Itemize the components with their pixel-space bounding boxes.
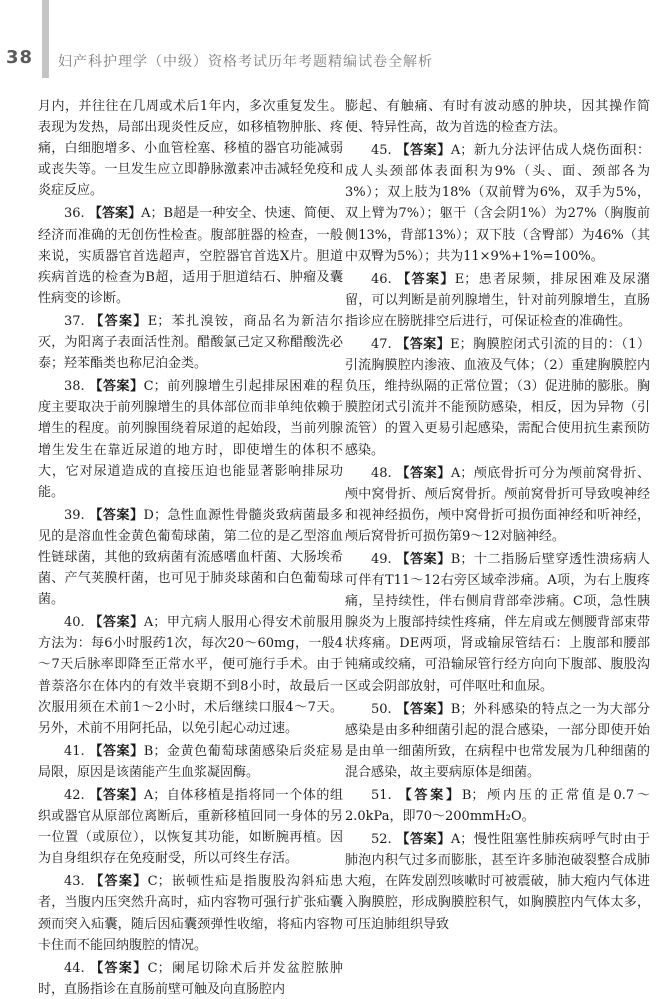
answer-paragraph xyxy=(38,376,343,503)
answer-explanation: A；颅底骨折可分为颅前窝骨折、颅中窝骨折、颅后窝骨折。颅前窝骨折可导致嗅神经和视神经损伤，颅中窝骨折可损伤面神经和听神经，颅后窝骨折可损伤第9～12对脑神经。 xyxy=(345,465,650,544)
question-number: 39. xyxy=(64,507,85,523)
question-number: 42. xyxy=(64,788,85,803)
answer-paragraph xyxy=(38,871,343,955)
answer-explanation: B；颅内压的正常值是0.7～2.0kPa，即70～200mmH₂O。 xyxy=(345,788,650,825)
question-number: 47. xyxy=(371,337,392,353)
answer-paragraph xyxy=(345,269,650,332)
answer-tag: 【答案】 xyxy=(396,832,451,848)
answer-paragraph xyxy=(345,549,650,697)
answer-tag: 【答案】 xyxy=(398,788,462,803)
answer-paragraph xyxy=(345,463,650,547)
answer-paragraph xyxy=(38,203,343,308)
answer-tag: 【答案】 xyxy=(89,788,144,803)
answer-paragraph xyxy=(345,334,650,461)
answer-explanation: E；患者尿频，排尿困难及尿潴留，可以判断是前列腺增生，针对前列腺增生，直肠指诊应在膀胱排空后进行，可保证检查的准确性。 xyxy=(345,271,650,329)
answer-explanation: A；自体移植是指将同一个体的组织或器官从原部位离断后，重新移植回同一身体的另一位置（或原位），以恢复其功能，如断腕再植。因为自身组织存在免疫耐受，所以可终生存活。 xyxy=(38,788,343,867)
answer-paragraph xyxy=(345,785,650,827)
header-stripe xyxy=(42,0,49,78)
question-number: 45. xyxy=(371,143,392,159)
answer-tag: 【答案】 xyxy=(90,313,148,329)
answer-tag: 【答案】 xyxy=(396,465,451,481)
question-number: 49. xyxy=(371,551,392,567)
answer-explanation: C；嵌顿性疝是指腹股沟斜疝患者，当腹内压突然升高时，疝内容物可强行扩张疝囊颈而突入疝囊，随后因疝囊颈弹性收缩，将疝内容物卡住而不能回纳腹腔的情况。 xyxy=(38,874,343,953)
answer-tag: 【答案】 xyxy=(396,551,451,567)
answer-explanation: B；外科感染的特点之一为大部分感染是由多种细菌引起的混合感染，一部分即使开始是由单一细菌所致，在病程中也常发展为几种细菌的混合感染，故主要病原体是细菌。 xyxy=(345,701,650,780)
answer-tag: 【答案】 xyxy=(90,874,148,890)
answer-tag: 【答案】 xyxy=(89,507,144,523)
answer-explanation: C；前列腺增生引起排尿困难的程度主要取决于前列腺增生的具体部位而非单纯依赖于增生的程度。前列腺围绕着尿道的起始段，当前列腺增生发生在靠近尿道的地方时，即使增生的体积不大，它对尿道造成的直接压迫也能显著影响排尿功能。 xyxy=(38,379,343,500)
answer-paragraph xyxy=(38,612,343,739)
answer-paragraph xyxy=(345,140,650,267)
running-header-title: 妇产科护理学（中级）资格考试历年考题精编试卷全解析 xyxy=(58,54,433,70)
question-number: 41. xyxy=(64,743,85,759)
question-number: 38. xyxy=(64,379,85,395)
answer-paragraph xyxy=(38,785,343,869)
page-header xyxy=(0,0,659,80)
question-number: 43. xyxy=(64,874,85,890)
answer-explanation: A；慢性阻塞性肺疾病呼气时由于肺泡内积气过多而膨胀，甚至许多肺泡破裂整合成肺大疱，在阵发剧烈咳嗽时可被震破，肺大疱内气体进入胸膜腔，形成胸膜腔积气，如胸膜腔内气体太多，可压迫肺组织导致 xyxy=(345,832,650,932)
question-number: 46. xyxy=(371,271,392,287)
answer-tag: 【答案】 xyxy=(89,615,144,631)
answer-explanation: B；金黄色葡萄球菌感染后炎症易局限，原因是该菌能产生血浆凝固酶。 xyxy=(38,743,343,780)
answer-paragraph xyxy=(345,829,650,934)
answer-explanation: A；B超是一种安全、快速、简便、经济而准确的无创伤性检查。腹部脏器的检查，一般来说，实质器官首选超声，空腔器官首选X片。胆道疾病首选的检查为B超，适用于胆道结石、肿瘤及囊性病变的诊断。 xyxy=(38,206,343,306)
question-number: 52. xyxy=(371,832,392,848)
answer-tag: 【答案】 xyxy=(88,206,142,222)
answer-explanation: A；甲亢病人服用心得安术前服用方法为：每6小时服药1次，每次20～60mg，一般4～7天后脉率即降至正常水平，便可施行手术。由于普萘洛尔在体内的有效半衰期不到8小时，故最后一次服用须在术前1～2小时，术后继续口服4～7天。另外，术前不用阿托品，以免引起心动过速。 xyxy=(38,615,343,736)
continued-paragraph xyxy=(38,96,343,201)
question-number: 36. xyxy=(64,206,85,222)
answer-tag: 【答案】 xyxy=(89,379,144,395)
question-number: 40. xyxy=(64,615,85,631)
page-number: 38 xyxy=(6,47,34,68)
answer-paragraph xyxy=(38,505,343,610)
answer-explanation: E；苯扎溴铵，商品名为新洁尔灭，为阳离子表面活性剂。醋酸氯己定又称醋酸洗必泰；羟苯酯类也称尼泊金类。 xyxy=(38,313,343,372)
answer-paragraph xyxy=(345,699,650,783)
question-number: 51. xyxy=(371,788,392,803)
continued-paragraph xyxy=(345,96,650,138)
answer-paragraph xyxy=(38,311,343,374)
answer-tag: 【答案】 xyxy=(90,960,148,976)
question-number: 37. xyxy=(64,313,85,329)
question-number: 50. xyxy=(371,701,392,717)
question-number: 44. xyxy=(64,960,85,976)
answer-tag: 【答案】 xyxy=(89,743,144,759)
answer-explanation: E；胸膜腔闭式引流的目的：（1）引流胸膜腔内渗液、血液及气体；（2）重建胸膜腔内负压，维持纵隔的正常位置；（3）促进肺的膨胀。胸膜腔闭式引流并不能预防感染，相反，因为异物（引流管）的置入更易引起感染，需配合使用抗生素预防感染。 xyxy=(345,337,650,458)
answer-explanation: 月内，并往往在几周或术后1年内，多次重复发生。表现为发热，局部出现炎性反应，如移植物肿胀、疼痛，白细胞增多、小血管栓塞、移植的器官功能减弱或丧失等。一旦发生应立即静脉激素冲击减轻免疫和炎症反应。 xyxy=(38,99,343,199)
answer-explanation: 膨起、有触痛、有时有波动感的肿块，因其操作简便、特异性高，故为首选的检查方法。 xyxy=(345,99,650,136)
question-number: 48. xyxy=(371,465,392,481)
left-text-column xyxy=(38,96,343,996)
answer-explanation: B；十二指肠后壁穿透性溃疡病人可伴有T11～12右旁区域牵涉痛。A项，为右上腹疼痛，呈持续性，伴右侧肩背部牵涉痛。C项，急性胰腺炎为上腹部持续性疼痛，伴左肩或左侧腰背部束带状疼痛。DE两项，肾或输尿管结石：上腹部和腰部钝痛或绞痛，可沿输尿管行经方向向下腹部、腹股沟区或会阴部放射，可伴呕吐和血尿。 xyxy=(345,551,650,694)
answer-tag: 【答案】 xyxy=(397,271,455,287)
answer-paragraph xyxy=(38,741,343,783)
answer-explanation: A；新九分法评估成人烧伤面积：成人头颈部体表面积为9%（头、面、颈部各为3%）；双上肢为18%（双前臂为6%，双手为5%，双上臂为7%）；躯干（含会阴1%）为27%（胸腹前侧13%，背部13%）；双下肢（含臀部）为46%（其中双臀为5%）；共为11×9%+1%=100%。 xyxy=(345,143,650,264)
right-text-column xyxy=(345,96,650,996)
answer-tag: 【答案】 xyxy=(396,701,451,717)
answer-explanation: C；阑尾切除术后并发盆腔脓肿时，直肠指诊在直肠前壁可触及向直肠腔内 xyxy=(38,960,343,996)
answer-tag: 【答案】 xyxy=(396,143,451,159)
answer-paragraph xyxy=(38,958,343,996)
answer-explanation: D；急性血源性骨髓炎致病菌最多见的是溶血性金黄色葡萄球菌，第二位的是乙型溶血性链球菌，其他的致病菌有流感嗜血杆菌、大肠埃希菌、产气荚膜杆菌，也可见于肺炎球菌和白色葡萄球菌。 xyxy=(38,507,343,608)
answer-tag: 【答案】 xyxy=(396,337,451,353)
